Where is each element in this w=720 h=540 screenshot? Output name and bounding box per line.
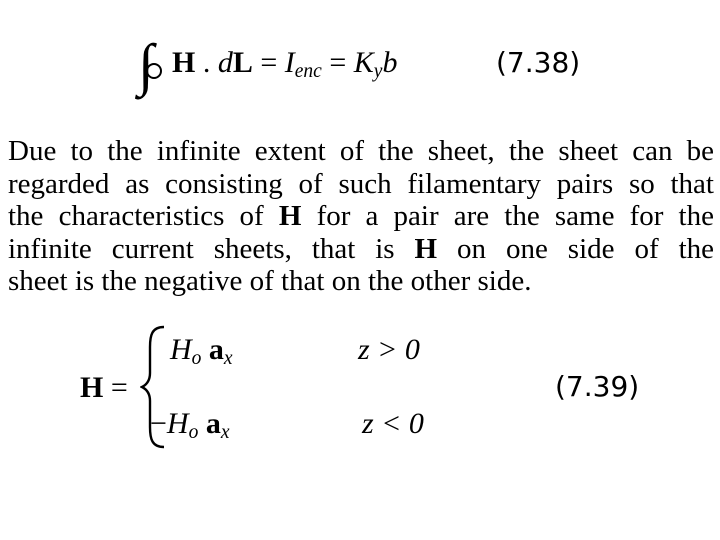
contour-integral-circle (146, 63, 162, 79)
paragraph-line-3: the characteristics of H for a pair are the same for the (8, 200, 714, 232)
paragraph-line-4: infinite current sheets, that is H on one side of the (8, 232, 715, 265)
body-paragraph (8, 135, 714, 298)
equation-number-7-38: (7.38) (496, 46, 581, 79)
equation-number-7-39: (7.39) (555, 370, 640, 403)
equation-7-38-expression: H . dL = $I_{enc} = K_yb$ (172, 46, 398, 82)
paragraph-line-2: regarded as consisting of such filamentary pairs so that (8, 167, 714, 200)
case-negative-value: $-H_o$ $a_x$ (150, 407, 230, 443)
equation-7-39 (80, 325, 680, 455)
equation-7-38 (138, 30, 588, 100)
paragraph-line-1: Due to the infinite extent of the sheet, the sheet can be (8, 135, 714, 167)
equation-7-39-lhs: H = (80, 371, 128, 404)
case-positive-condition: z > 0 (358, 333, 420, 366)
contour-integral-symbol: ∫ (138, 32, 154, 97)
case-positive-value: $H_o$ $a_x$ (170, 333, 233, 369)
paragraph-line-5: sheet is the negative of that on the other side. (8, 265, 532, 297)
case-negative-condition: z < 0 (362, 407, 424, 440)
